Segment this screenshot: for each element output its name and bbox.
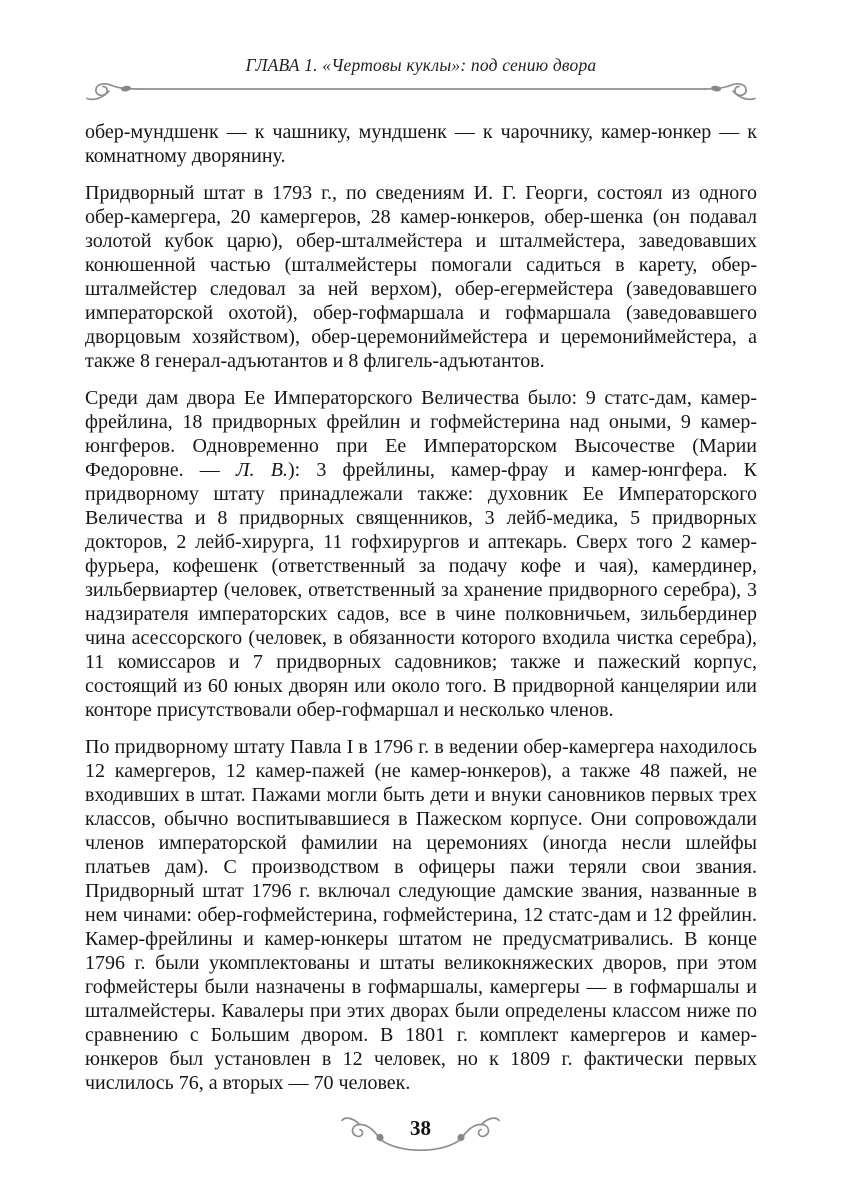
page-header xyxy=(85,54,757,107)
page-number: 38 xyxy=(410,1116,431,1140)
paragraph: Среди дам двора Ее Императорского Величества было: 9 статс-дам, камер-фрейлина, 18 придворных фрейлин и гофмейстерина над оными, 9 камер-юнгферов. Одновременно при Ее Императорском Высочестве (Марии Федоровне. — Л. В.): 3 фрейлины, камер-фрау и камер-юнгфера. К придворному штату принадлежали также: духовник Ее Императорского Величества и 8 придворных священников, 3 лейб-медика, 5 придворных докторов, 2 лейб-хирурга, 11 гофхирургов и аптекарь. Сверх того 2 камер-фурьера, кофешенк (ответственный за подачу кофе и чая), камердинер, зильбервиартер (человек, ответственный за хранение придворного серебра), 3 надзирателя императорских садов, все в чине полковничьем, зильбердинер чина асессорского (человек, в обязанности которого входила чистка серебра), 11 комиссаров и 7 придворных садовников; также и пажеский корпус, состоящий из 60 юных дворян или около того. В придворной канцелярии или конторе присутствовали обер-гофмаршал и несколько членов. xyxy=(85,387,757,721)
page-footer xyxy=(340,1112,501,1166)
header-flourish-divider xyxy=(85,79,757,107)
italic-run: Л. В. xyxy=(235,459,288,481)
paragraph: По придворному штату Павла I в 1796 г. в ведении обер-камергера находилось 12 камергеров, 12 камер-пажей (не камер-юнкеров), а также 48 пажей, не входивших в штат. Пажами могли быть дети и внуки сановников первых трех классов, обычно воспитывавшиеся в Пажеском корпусе. Они сопровождали членов императорской фамилии на церемониях (иногда несли шлейфы платьев дам). С производством в офицеры пажи теряли свои звания. Придворный штат 1796 г. включал следующие дамские звания, названные в нем чинами: обер-гофмейстерина, гофмейстерина, 12 статс-дам и 12 фрейлин. Камер-фрейлины и камер-юнкеры штатом не предусматривались. В конце 1796 г. были укомплектованы и штаты великокняжеских дворов, при этом гофмейстеры были назначены в гофмаршалы, камергеры — в гофмаршалы и шталмейстеры. Кавалеры при этих дворах были определены классом ниже по сравнению с Большим двором. В 1801 г. комплект камергеров и камер-юнкеров был установлен в 12 человек, но к 1809 г. фактически первых числилось 76, а вторых — 70 человек. xyxy=(85,736,757,1094)
paragraph: Придворный штат в 1793 г., по сведениям И. Г. Георги, состоял из одного обер-камергера, 20 камергеров, 28 камер-юнкеров, обер-шенка (он подавал золотой кубок царю), обер-шталмейстера и шталмейстера, заведовавших конюшенной частью (шталмейстеры помогали садиться в карету, обер-шталмейстер следовал за ней верхом), обер-егермейстера (заведовавшего императорской охотой), обер-гофмаршала и гофмаршала (заведовавшего дворцовым хозяйством), обер-церемониймейстера и церемониймейстера, а также 8 генерал-адъютантов и 8 флигель-адъютантов. xyxy=(85,182,757,372)
body-text xyxy=(85,120,757,1095)
paragraph: обер-мундшенк — к чашнику, мундшенк — к чарочнику, камер-юнкер — к комнатному дворянину. xyxy=(85,121,757,167)
chapter-header-title: ГЛАВА 1. «Чертовы куклы»: под сению двора xyxy=(245,55,597,75)
